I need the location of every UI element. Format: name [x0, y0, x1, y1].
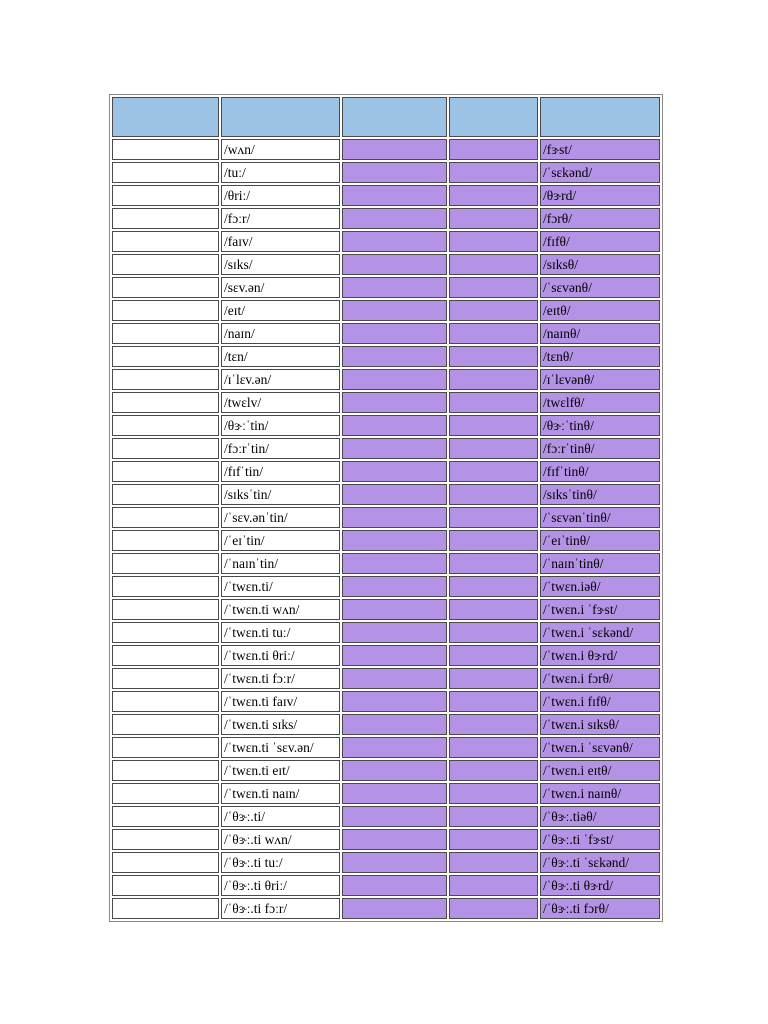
table-row: [112, 300, 660, 321]
cell-col-3: [342, 415, 447, 436]
cell-col-4: [449, 829, 538, 850]
cell-cardinal-ipa: /ˈθɝː.ti tuː/: [221, 852, 340, 873]
header-cell-2: [221, 97, 340, 137]
cell-cardinal-ipa: /θɝːˈtin/: [221, 415, 340, 436]
table-row: [112, 783, 660, 804]
cell-ordinal-ipa: /fɔːrˈtinθ/: [540, 438, 660, 459]
cell-col-3: [342, 392, 447, 413]
cell-col-1: [112, 553, 219, 574]
table-row: [112, 875, 660, 896]
cell-col-1: [112, 852, 219, 873]
cell-col-4: [449, 553, 538, 574]
cell-col-4: [449, 806, 538, 827]
cell-col-4: [449, 415, 538, 436]
cell-col-4: [449, 277, 538, 298]
cell-ordinal-ipa: /ɪˈlɛvənθ/: [540, 369, 660, 390]
cell-cardinal-ipa: /ˈtwɛn.ti sɪks/: [221, 714, 340, 735]
cell-col-1: [112, 668, 219, 689]
cell-ordinal-ipa: /ˈtwɛn.i θɝrd/: [540, 645, 660, 666]
cell-col-3: [342, 599, 447, 620]
cell-cardinal-ipa: /ˈtwɛn.ti naɪn/: [221, 783, 340, 804]
cell-col-4: [449, 369, 538, 390]
cell-cardinal-ipa: /fɔːr/: [221, 208, 340, 229]
cell-col-3: [342, 185, 447, 206]
table-row: [112, 139, 660, 160]
table-row: [112, 668, 660, 689]
cell-ordinal-ipa: /ˈtwɛn.i fɔrθ/: [540, 668, 660, 689]
cell-col-4: [449, 323, 538, 344]
table-header: [112, 97, 660, 137]
table-row: [112, 392, 660, 413]
cell-col-1: [112, 392, 219, 413]
cell-col-4: [449, 185, 538, 206]
cell-col-3: [342, 714, 447, 735]
cell-cardinal-ipa: /ˈnaɪnˈtin/: [221, 553, 340, 574]
cell-ordinal-ipa: /ˈtwɛn.i sɪksθ/: [540, 714, 660, 735]
cell-col-4: [449, 691, 538, 712]
table-row: [112, 622, 660, 643]
cell-col-4: [449, 737, 538, 758]
cell-col-4: [449, 783, 538, 804]
cell-col-1: [112, 507, 219, 528]
cell-cardinal-ipa: /fɪfˈtin/: [221, 461, 340, 482]
cell-col-3: [342, 576, 447, 597]
cell-col-4: [449, 898, 538, 919]
cell-col-4: [449, 622, 538, 643]
cell-col-3: [342, 645, 447, 666]
cell-col-1: [112, 737, 219, 758]
cell-cardinal-ipa: /ˈtwɛn.ti/: [221, 576, 340, 597]
table-row: [112, 484, 660, 505]
cell-cardinal-ipa: /faɪv/: [221, 231, 340, 252]
table-row: [112, 415, 660, 436]
cell-ordinal-ipa: /sɪksˈtinθ/: [540, 484, 660, 505]
cell-cardinal-ipa: /fɔːrˈtin/: [221, 438, 340, 459]
cell-ordinal-ipa: /fɪfˈtinθ/: [540, 461, 660, 482]
cell-col-3: [342, 231, 447, 252]
cell-col-3: [342, 875, 447, 896]
table-row: [112, 231, 660, 252]
cell-col-3: [342, 737, 447, 758]
cell-cardinal-ipa: /ˈeɪˈtin/: [221, 530, 340, 551]
cell-col-4: [449, 714, 538, 735]
cell-ordinal-ipa: /eɪtθ/: [540, 300, 660, 321]
header-cell-3: [342, 97, 447, 137]
cell-col-4: [449, 668, 538, 689]
cell-cardinal-ipa: /eɪt/: [221, 300, 340, 321]
cell-col-4: [449, 599, 538, 620]
cell-col-3: [342, 369, 447, 390]
cell-col-4: [449, 530, 538, 551]
cell-col-1: [112, 162, 219, 183]
cell-col-4: [449, 645, 538, 666]
cell-col-1: [112, 461, 219, 482]
cell-col-3: [342, 484, 447, 505]
cell-col-1: [112, 760, 219, 781]
cell-col-1: [112, 300, 219, 321]
cell-ordinal-ipa: /ˈθɝː.ti ˈsɛkənd/: [540, 852, 660, 873]
cell-col-4: [449, 576, 538, 597]
cell-ordinal-ipa: /ˈtwɛn.i ˈsɛvənθ/: [540, 737, 660, 758]
cell-ordinal-ipa: /twɛlfθ/: [540, 392, 660, 413]
header-row: [112, 97, 660, 137]
cell-ordinal-ipa: /ˈtwɛn.i fɪfθ/: [540, 691, 660, 712]
cell-cardinal-ipa: /tɛn/: [221, 346, 340, 367]
cell-col-1: [112, 139, 219, 160]
cell-col-3: [342, 461, 447, 482]
cell-ordinal-ipa: /ˈθɝː.ti fɔrθ/: [540, 898, 660, 919]
cell-col-1: [112, 829, 219, 850]
cell-ordinal-ipa: /naɪnθ/: [540, 323, 660, 344]
cell-col-3: [342, 507, 447, 528]
cell-col-1: [112, 254, 219, 275]
cell-col-3: [342, 254, 447, 275]
cell-col-4: [449, 484, 538, 505]
cell-cardinal-ipa: /ˈtwɛn.ti wʌn/: [221, 599, 340, 620]
cell-col-3: [342, 760, 447, 781]
table-row: [112, 254, 660, 275]
cell-col-3: [342, 438, 447, 459]
cell-col-4: [449, 254, 538, 275]
cell-ordinal-ipa: /ˈtwɛn.i naɪnθ/: [540, 783, 660, 804]
cell-col-1: [112, 806, 219, 827]
cell-cardinal-ipa: /ˈsɛv.ənˈtin/: [221, 507, 340, 528]
table-row: [112, 208, 660, 229]
cell-cardinal-ipa: /ɪˈlɛv.ən/: [221, 369, 340, 390]
header-cell-5: [540, 97, 660, 137]
cell-ordinal-ipa: /ˈθɝː.ti θɝrd/: [540, 875, 660, 896]
cell-col-1: [112, 530, 219, 551]
cell-cardinal-ipa: /ˈθɝː.ti θriː/: [221, 875, 340, 896]
cell-ordinal-ipa: /ˈtwɛn.i ˈfɝst/: [540, 599, 660, 620]
cell-col-3: [342, 691, 447, 712]
cell-col-1: [112, 622, 219, 643]
cell-ordinal-ipa: /ˈsɛvənθ/: [540, 277, 660, 298]
cell-col-1: [112, 714, 219, 735]
cell-cardinal-ipa: /twɛlv/: [221, 392, 340, 413]
cell-cardinal-ipa: /ˈtwɛn.ti ˈsɛv.ən/: [221, 737, 340, 758]
cell-col-3: [342, 162, 447, 183]
cell-col-4: [449, 852, 538, 873]
cell-cardinal-ipa: /ˈθɝː.ti wʌn/: [221, 829, 340, 850]
cell-col-1: [112, 231, 219, 252]
cell-col-4: [449, 875, 538, 896]
cell-col-4: [449, 392, 538, 413]
table-row: [112, 852, 660, 873]
cell-cardinal-ipa: /sɛv.ən/: [221, 277, 340, 298]
cell-col-4: [449, 461, 538, 482]
cell-col-4: [449, 438, 538, 459]
cell-col-4: [449, 346, 538, 367]
cell-cardinal-ipa: /tuː/: [221, 162, 340, 183]
table-row: [112, 714, 660, 735]
cell-col-4: [449, 231, 538, 252]
table-row: [112, 185, 660, 206]
cell-col-1: [112, 898, 219, 919]
cell-col-1: [112, 369, 219, 390]
cell-col-1: [112, 875, 219, 896]
header-cell-4: [449, 97, 538, 137]
table-row: [112, 346, 660, 367]
cell-col-3: [342, 806, 447, 827]
table-row: [112, 898, 660, 919]
cell-col-3: [342, 622, 447, 643]
table-row: [112, 576, 660, 597]
table-row: [112, 461, 660, 482]
cell-col-1: [112, 208, 219, 229]
cell-col-3: [342, 139, 447, 160]
cell-col-4: [449, 162, 538, 183]
cell-col-3: [342, 530, 447, 551]
cell-col-1: [112, 645, 219, 666]
cell-col-1: [112, 185, 219, 206]
cell-col-1: [112, 346, 219, 367]
cell-col-1: [112, 277, 219, 298]
cell-col-1: [112, 438, 219, 459]
table-row: [112, 438, 660, 459]
cell-cardinal-ipa: /ˈtwɛn.ti tuː/: [221, 622, 340, 643]
cell-col-1: [112, 599, 219, 620]
cell-col-1: [112, 323, 219, 344]
cell-col-1: [112, 576, 219, 597]
table-row: [112, 553, 660, 574]
cell-ordinal-ipa: /ˈθɝː.ti ˈfɝst/: [540, 829, 660, 850]
cell-col-4: [449, 139, 538, 160]
cell-col-3: [342, 208, 447, 229]
cell-col-3: [342, 783, 447, 804]
header-cell-1: [112, 97, 219, 137]
table-row: [112, 277, 660, 298]
cell-cardinal-ipa: /ˈtwɛn.ti faɪv/: [221, 691, 340, 712]
cell-cardinal-ipa: /ˈθɝː.ti/: [221, 806, 340, 827]
cell-ordinal-ipa: /θɝːˈtinθ/: [540, 415, 660, 436]
cell-cardinal-ipa: /naɪn/: [221, 323, 340, 344]
cell-cardinal-ipa: /ˈθɝː.ti fɔːr/: [221, 898, 340, 919]
cell-ordinal-ipa: /ˈtwɛn.iəθ/: [540, 576, 660, 597]
cell-ordinal-ipa: /tɛnθ/: [540, 346, 660, 367]
cell-ordinal-ipa: /ˈsɛvənˈtinθ/: [540, 507, 660, 528]
table-row: [112, 507, 660, 528]
table-body: [112, 139, 660, 919]
cell-col-1: [112, 783, 219, 804]
cell-col-3: [342, 346, 447, 367]
cell-col-3: [342, 323, 447, 344]
cell-ordinal-ipa: /fɝst/: [540, 139, 660, 160]
table-row: [112, 737, 660, 758]
cell-cardinal-ipa: /ˈtwɛn.ti eɪt/: [221, 760, 340, 781]
cell-col-3: [342, 668, 447, 689]
table-row: [112, 323, 660, 344]
cell-col-1: [112, 484, 219, 505]
cell-col-4: [449, 760, 538, 781]
cell-col-1: [112, 415, 219, 436]
cell-ordinal-ipa: /fɔrθ/: [540, 208, 660, 229]
cell-ordinal-ipa: /ˈsɛkənd/: [540, 162, 660, 183]
table-row: [112, 829, 660, 850]
cell-col-4: [449, 300, 538, 321]
cell-col-3: [342, 829, 447, 850]
cell-cardinal-ipa: /θriː/: [221, 185, 340, 206]
table-row: [112, 806, 660, 827]
cell-ordinal-ipa: /ˈθɝː.tiəθ/: [540, 806, 660, 827]
cell-cardinal-ipa: /sɪks/: [221, 254, 340, 275]
cell-col-4: [449, 507, 538, 528]
table-row: [112, 645, 660, 666]
cell-ordinal-ipa: /ˈtwɛn.i ˈsɛkənd/: [540, 622, 660, 643]
pronunciation-table: [109, 94, 663, 922]
table-row: [112, 599, 660, 620]
cell-ordinal-ipa: /ˈnaɪnˈtinθ/: [540, 553, 660, 574]
cell-cardinal-ipa: /wʌn/: [221, 139, 340, 160]
cell-ordinal-ipa: /θɝrd/: [540, 185, 660, 206]
table-row: [112, 760, 660, 781]
cell-ordinal-ipa: /sɪksθ/: [540, 254, 660, 275]
cell-ordinal-ipa: /ˈtwɛn.i eɪtθ/: [540, 760, 660, 781]
cell-col-3: [342, 553, 447, 574]
table-row: [112, 369, 660, 390]
table-row: [112, 691, 660, 712]
cell-cardinal-ipa: /sɪksˈtin/: [221, 484, 340, 505]
table-row: [112, 530, 660, 551]
cell-cardinal-ipa: /ˈtwɛn.ti fɔːr/: [221, 668, 340, 689]
cell-col-3: [342, 898, 447, 919]
cell-ordinal-ipa: /fɪfθ/: [540, 231, 660, 252]
cell-col-3: [342, 277, 447, 298]
cell-col-4: [449, 208, 538, 229]
cell-col-1: [112, 691, 219, 712]
table-row: [112, 162, 660, 183]
cell-ordinal-ipa: /ˈeɪˈtinθ/: [540, 530, 660, 551]
cell-col-3: [342, 852, 447, 873]
cell-col-3: [342, 300, 447, 321]
cell-cardinal-ipa: /ˈtwɛn.ti θriː/: [221, 645, 340, 666]
